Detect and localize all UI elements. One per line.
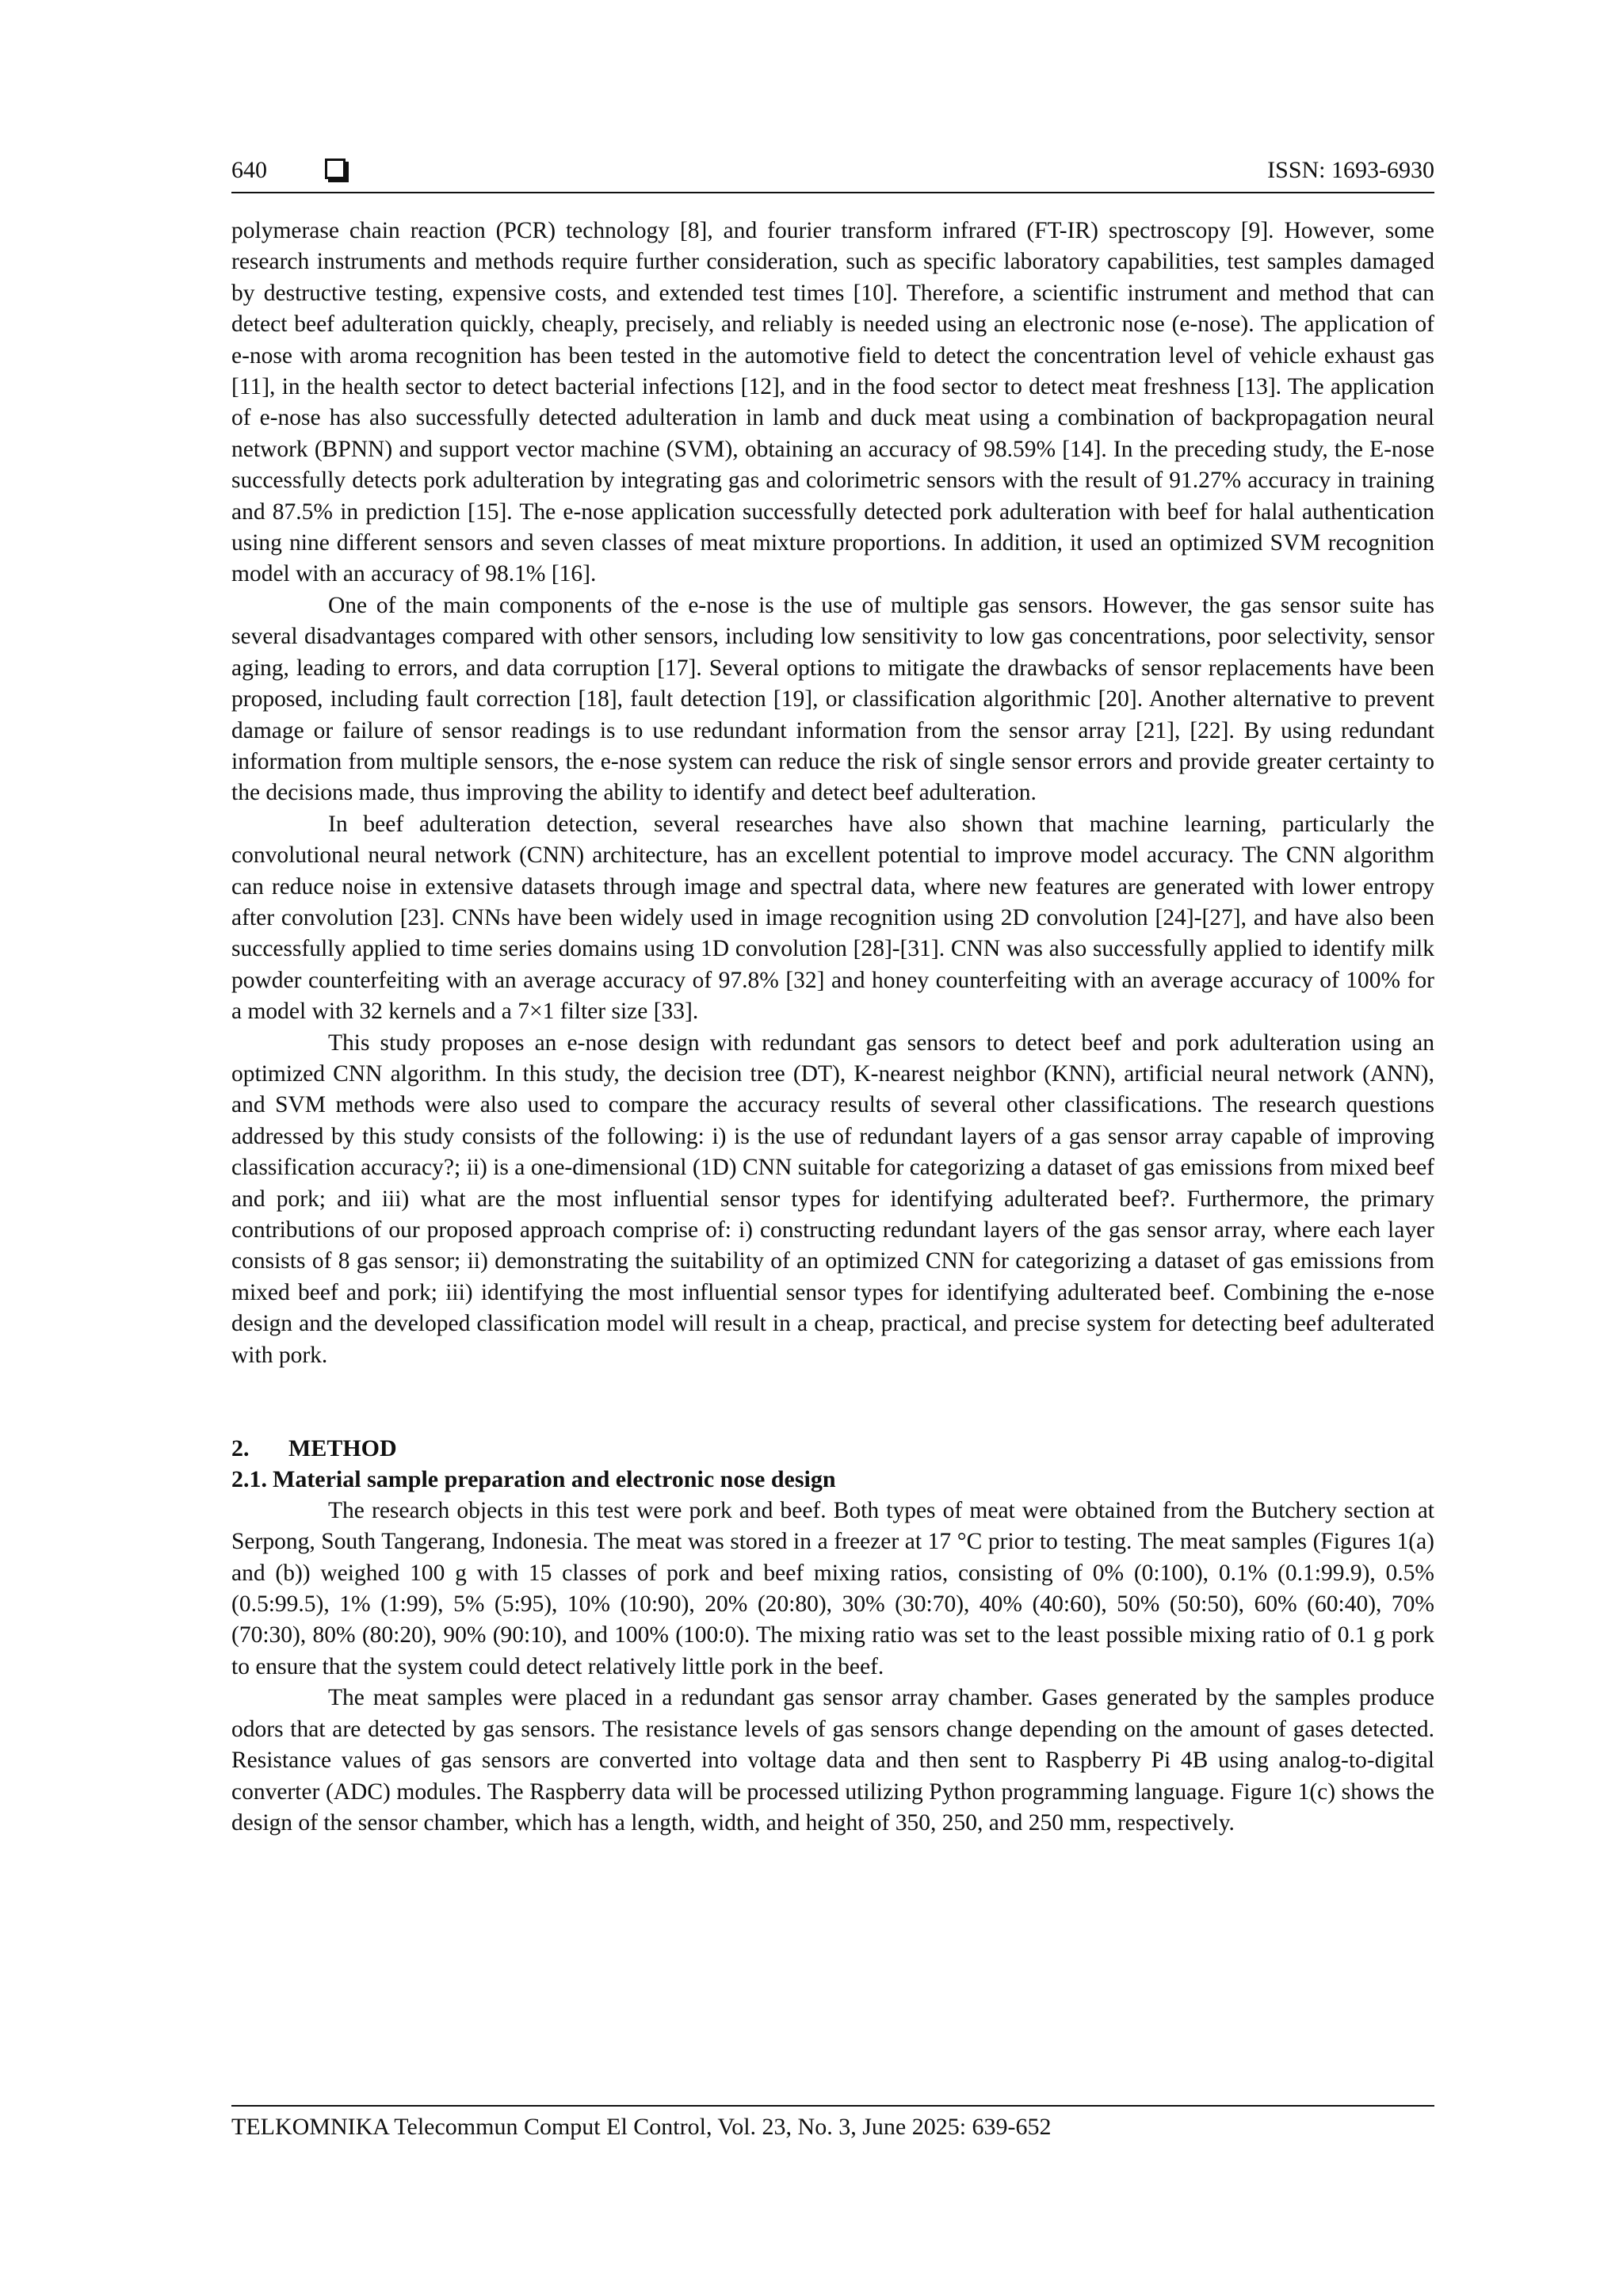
page-number: 640 [231,157,267,183]
body-paragraph: polymerase chain reaction (PCR) technology [8], and fourier transform infrared (FT-IR) spectroscopy [9]. However, some research instruments and methods require further consideration, such as specific laboratory capabilities, test samples damaged by destructive testing, expensive costs, and extended test times [10]. Therefore, a scientific instrument and method that can detect beef adulteration quickly, cheaply, precisely, and reliably is needed using an electronic nose (e-nose). The application of e-nose with aroma recognition has been tested in the automotive field to detect the concentration level of vehicle exhaust gas [11], in the health sector to detect bacterial infections [12], and in the food sector to detect meat freshness [13]. The application of e-nose has also successfully detected adulteration in lamb and duck meat using a combination of backpropagation neural network (BPNN) and support vector machine (SVM), obtaining an accuracy of 98.59% [14]. In the preceding study, the E-nose successfully detects pork adulteration by integrating gas and colorimetric sensors with the result of 91.27% accuracy in training and 87.5% in prediction [15]. The e-nose application successfully detected pork adulteration with beef for halal authentication using nine different sensors and seven classes of meat mixture proportions. In addition, it used an optimized SVM recognition model with an accuracy of 98.1% [16]. [231,218,1434,587]
body-paragraph: This study proposes an e-nose design with redundant gas sensors to detect beef and pork adulteration using an optimized CNN algorithm. In this study, the decision tree (DT), K-nearest neighbor (KNN), artificial neural network (ANN), and SVM methods were also used to compare the accuracy results of several other classifications. The research questions addressed by this study consists of the following: i) is the use of redundant layers of a gas sensor array capable of improving classification accuracy?; ii) is a one-dimensional (1D) CNN suitable for categorizing a dataset of gas emissions from mixed beef and pork; and iii) what are the most influential sensor types for identifying adulterated beef?. Furthermore, the primary contributions of our proposed approach comprise of: i) constructing redundant layers of the gas sensor array, where each layer consists of 8 gas sensor; ii) demonstrating the suitability of an optimized CNN for categorizing a dataset of gas emissions from mixed beef and pork; iii) identifying the most influential sensor types for identifying adulterated beef. Combining the e-nose design and the developed classification model will result in a cheap, practical, and precise system for detecting beef adulterated with pork. [231,1030,1434,1368]
body-paragraph: One of the main components of the e-nose is the use of multiple gas sensors. However, the gas sensor suite has several disadvantages compared with other sensors, including low sensitivity to low gas concentrations, poor selectivity, sensor aging, leading to errors, and data corruption [17]. Several options to mitigate the drawbacks of sensor replacements have been proposed, including fault correction [18], fault detection [19], or classification algorithmic [20]. Another alternative to prevent damage or failure of sensor readings is to use redundant information from the sensor array [21], [22]. By using redundant information from multiple sensors, the e-nose system can reduce the risk of single sensor errors and provide greater certainty to the decisions made, thus improving the ability to identify and detect beef adulteration. [231,592,1434,806]
body-paragraph: In beef adulteration detection, several researches have also shown that machine learning, particularly the convolutional neural network (CNN) architecture, has an excellent potential to improve model accuracy. The CNN algorithm can reduce noise in extensive datasets through image and spectral data, where new features are generated with lower entropy after convolution [23]. CNNs have been widely used in image recognition using 2D convolution [24]-[27], and have also been successfully applied to time series domains using 1D convolution [28]-[31]. CNN was also successfully applied to identify milk powder counterfeiting with an average accuracy of 97.8% [32] and honey counterfeiting with an average accuracy of 100% for a model with 32 kernels and a 7×1 filter size [33]. [231,811,1434,1025]
subsection-number: 2.1. [231,1466,267,1493]
footer-citation: TELKOMNIKA Telecommun Comput El Control, Vol. 23, No. 3, June 2025: 639-652 [231,2114,1052,2140]
body-paragraph: The meat samples were placed in a redundant gas sensor array chamber. Gases generated by the samples produce odors that are detected by gas sensors. The resistance levels of gas sensors change depending on the amount of gases detected. Resistance values of gas sensors are converted into voltage data and then sent to Raspberry Pi 4B using analog-to-digital converter (ADC) modules. The Raspberry data will be processed utilizing Python programming language. Figure 1(c) shows the design of the sensor chamber, which has a length, width, and height of 350, 250, and 250 mm, respectively. [231,1685,1434,1836]
section-heading [231,1433,1434,1464]
issn-label: ISSN: 1693-6930 [1267,157,1434,183]
ballot-box-icon [325,159,346,179]
subsection-title: Material sample preparation and electronic nose design [273,1466,836,1493]
article-body [231,216,1434,1839]
subsection-heading [231,1464,1434,1495]
footer-divider [231,2105,1434,2107]
header-divider [231,192,1434,193]
section-number: 2. [231,1435,250,1462]
page-header [231,152,1434,192]
body-paragraph: The research objects in this test were pork and beef. Both types of meat were obtained from the Butchery section at Serpong, South Tangerang, Indonesia. The meat was stored in a freezer at 17 °C prior to testing. The meat samples (Figures 1(a) and (b)) weighed 100 g with 15 classes of pork and beef mixing ratios, consisting of 0% (0:100), 0.1% (0.1:99.9), 0.5% (0.5:99.5), 1% (1:99), 5% (5:95), 10% (10:90), 20% (20:80), 30% (30:70), 40% (40:60), 50% (50:50), 60% (60:40), 70% (70:30), 80% (80:20), 90% (90:10), and 100% (100:0). The mixing ratio was set to the least possible mixing ratio of 0.1 g pork to ensure that the system could detect relatively little pork in the beef. [231,1497,1434,1679]
section-title: METHOD [288,1435,397,1462]
